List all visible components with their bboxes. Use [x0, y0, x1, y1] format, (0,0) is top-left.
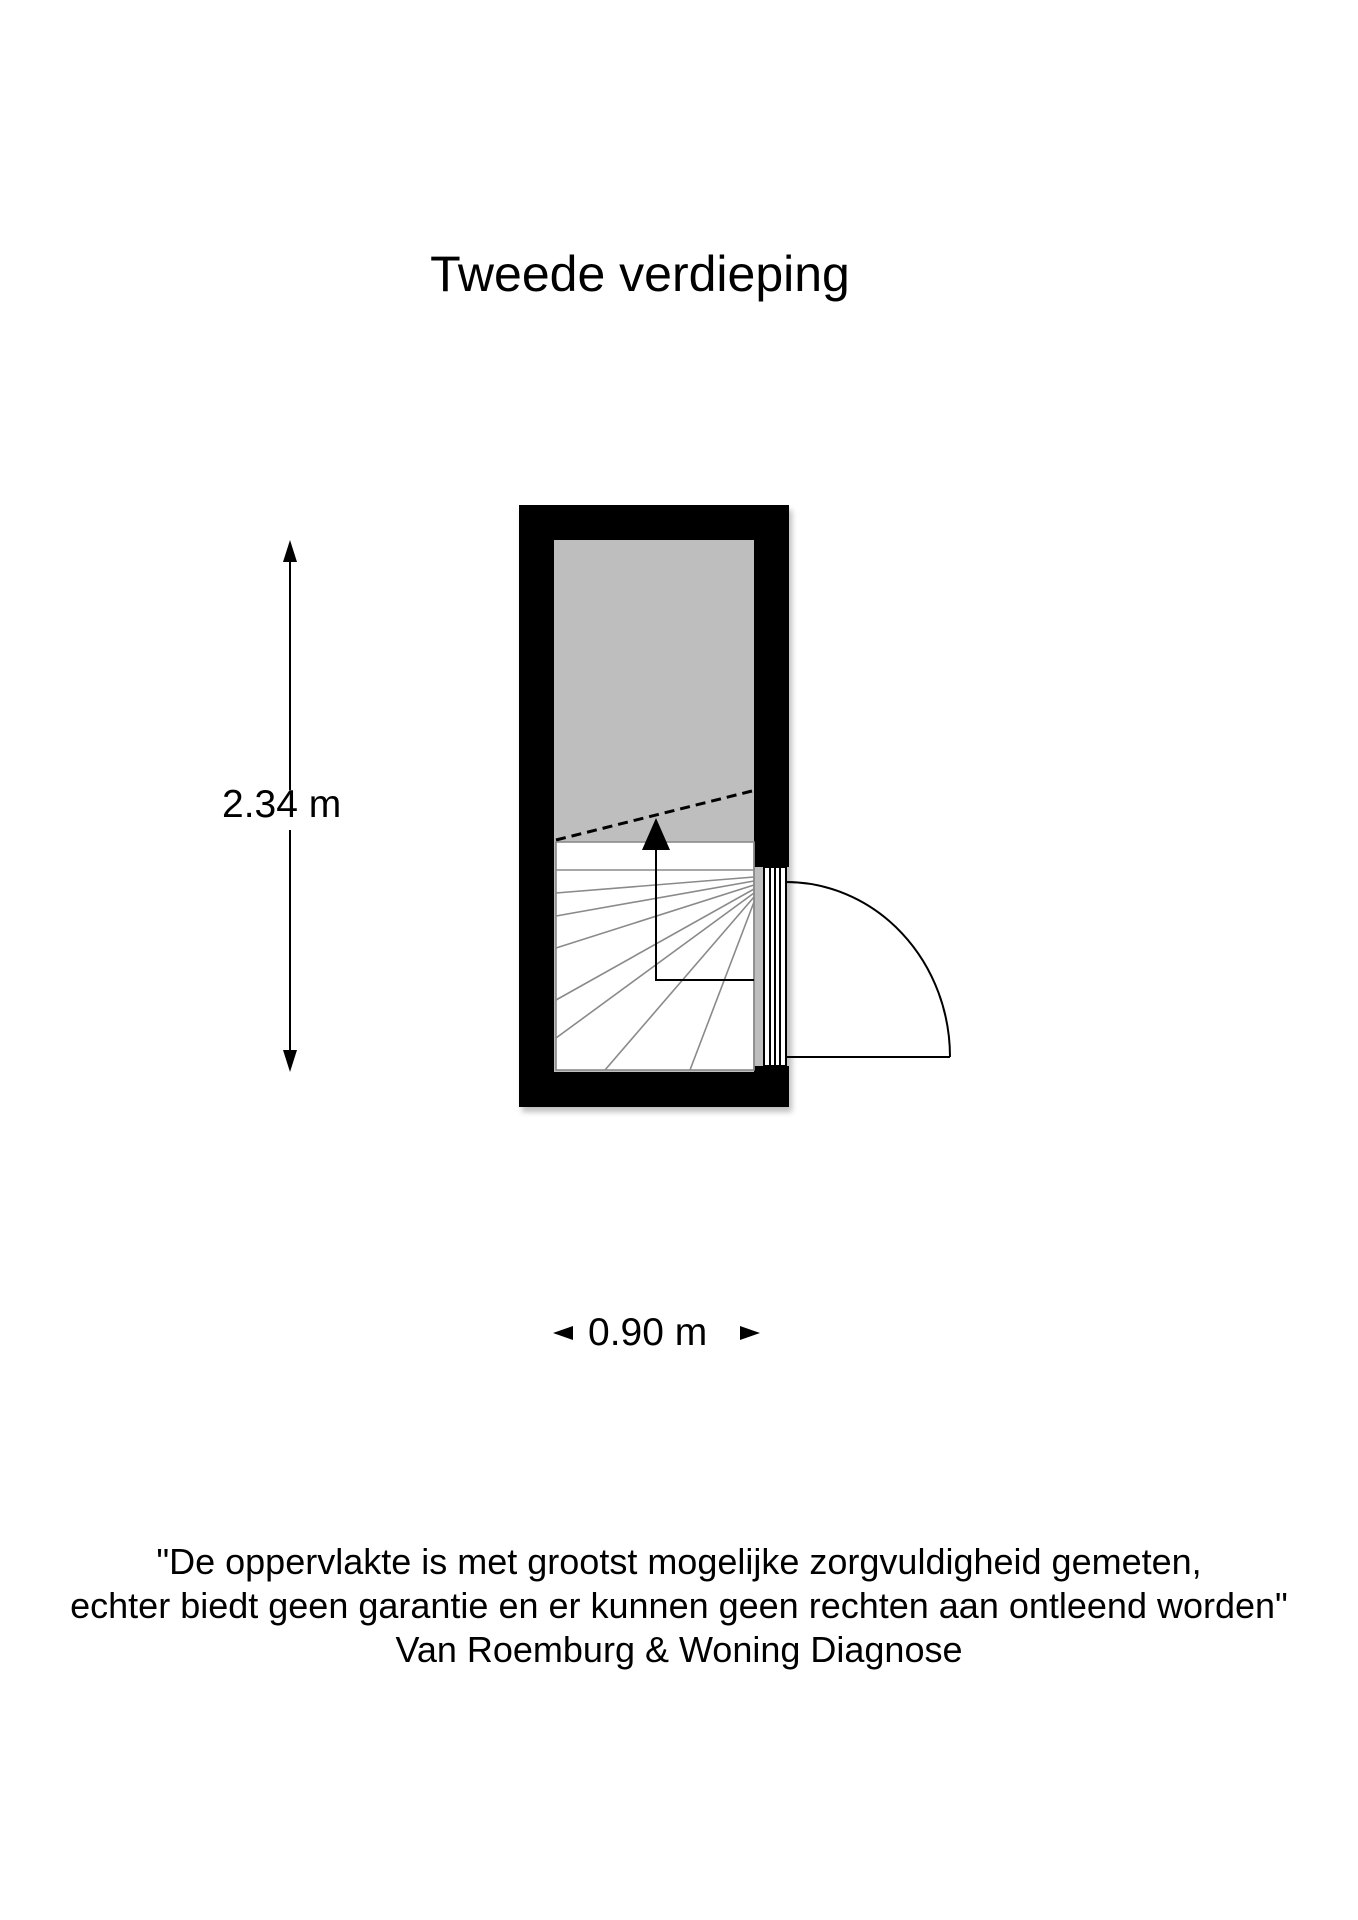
wall-right-lower	[754, 1066, 789, 1107]
wall-left	[519, 505, 554, 1107]
disclaimer-line-2: echter biedt geen garantie en er kunnen geen rechten aan ontleend worden"	[70, 1585, 1288, 1626]
width-arrow-right-icon	[740, 1326, 760, 1340]
disclaimer-line-1: "De oppervlakte is met grootst mogelijke zorgvuldigheid gemeten,	[156, 1541, 1202, 1582]
width-dimension-label: 0.90 m	[588, 1311, 708, 1354]
door-frame	[764, 867, 786, 1066]
wall-bottom	[519, 1072, 789, 1107]
floor-title: Tweede verdieping	[430, 246, 850, 302]
wall-right-upper	[754, 505, 789, 867]
width-arrow-left-icon	[553, 1326, 573, 1340]
wall-top	[519, 505, 789, 540]
door-swing	[786, 882, 950, 1057]
disclaimer	[0, 1540, 1358, 1672]
disclaimer-line-3: Van Roemburg & Woning Diagnose	[395, 1629, 963, 1670]
height-dimension-label: 2.34 m	[222, 783, 342, 826]
